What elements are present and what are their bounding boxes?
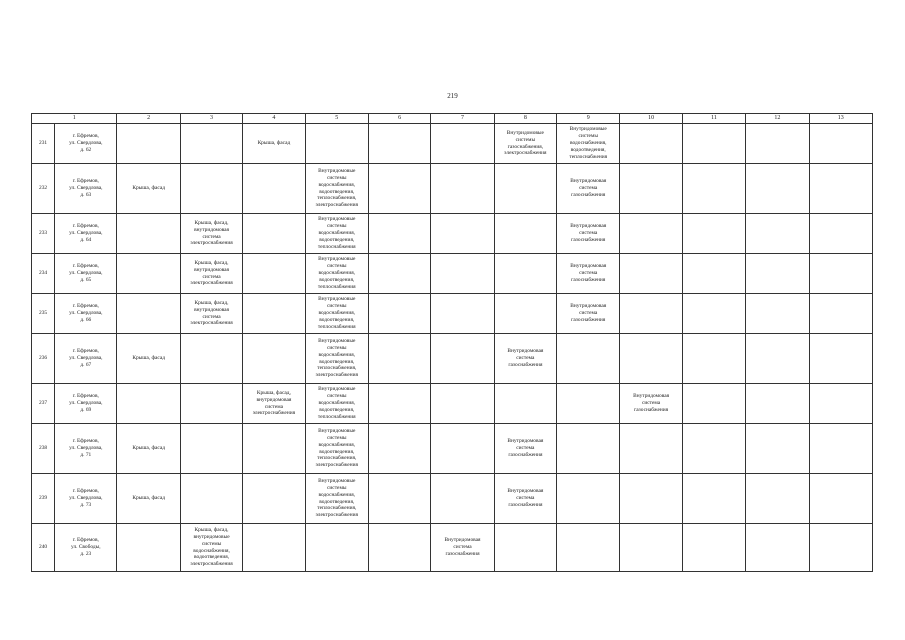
- work-cell-col-3: [180, 384, 242, 424]
- row-number: 234: [32, 254, 55, 294]
- work-cell-col-9: Внутридомовая система газоснабжения: [557, 294, 620, 334]
- work-cell-col-5: Внутридомовые системы водоснабжения, водоотведения, теплоснабжения, электроснабжения: [305, 424, 368, 474]
- column-header: 11: [682, 114, 745, 124]
- work-cell-col-7: [431, 124, 494, 164]
- work-cell-col-6: [368, 294, 430, 334]
- row-number: 239: [32, 474, 55, 524]
- row-number: 238: [32, 424, 55, 474]
- work-cell-col-13: [809, 334, 872, 384]
- row-number: 236: [32, 334, 55, 384]
- work-cell-col-8: [494, 524, 556, 572]
- work-cell-col-6: [368, 474, 430, 524]
- register-table: [31, 113, 873, 572]
- work-cell-col-7: [431, 164, 494, 214]
- work-cell-col-4: [243, 424, 305, 474]
- work-cell-col-3: [180, 334, 242, 384]
- work-cell-col-10: [620, 214, 682, 254]
- work-cell-col-11: [682, 474, 745, 524]
- row-number: 235: [32, 294, 55, 334]
- address-cell: г. Ефремов, ул. Свободы, д. 23: [55, 524, 117, 572]
- work-cell-col-2: [117, 124, 180, 164]
- row-number: 232: [32, 164, 55, 214]
- work-cell-col-3: Крыша, фасад, внутридомовая система электроснабжения: [180, 294, 242, 334]
- work-cell-col-11: [682, 524, 745, 572]
- work-cell-col-13: [809, 424, 872, 474]
- work-cell-col-2: [117, 524, 180, 572]
- work-cell-col-2: [117, 294, 180, 334]
- work-cell-col-9: Внутридомовые системы водоснабжения, водоотведения, теплоснабжения: [557, 124, 620, 164]
- work-cell-col-2: Крыша, фасад: [117, 334, 180, 384]
- work-cell-col-9: Внутридомовая система газоснабжения: [557, 164, 620, 214]
- work-cell-col-2: [117, 254, 180, 294]
- work-cell-col-4: [243, 254, 305, 294]
- work-cell-col-2: Крыша, фасад: [117, 474, 180, 524]
- work-cell-col-13: [809, 524, 872, 572]
- work-cell-col-12: [746, 334, 809, 384]
- work-cell-col-2: [117, 214, 180, 254]
- work-cell-col-4: [243, 164, 305, 214]
- address-cell: г. Ефремов, ул. Свердлова, д. 71: [55, 424, 117, 474]
- table-row: [32, 294, 873, 334]
- table-row: [32, 254, 873, 294]
- work-cell-col-4: [243, 334, 305, 384]
- work-cell-col-10: [620, 254, 682, 294]
- work-cell-col-9: [557, 384, 620, 424]
- work-cell-col-12: [746, 124, 809, 164]
- work-cell-col-6: [368, 164, 430, 214]
- table-row: [32, 214, 873, 254]
- column-header: 8: [494, 114, 556, 124]
- column-header: 12: [746, 114, 809, 124]
- work-cell-col-9: Внутридомовая система газоснабжения: [557, 254, 620, 294]
- table-row: [32, 124, 873, 164]
- row-number: 233: [32, 214, 55, 254]
- table-row: [32, 424, 873, 474]
- work-cell-col-6: [368, 524, 430, 572]
- work-cell-col-13: [809, 124, 872, 164]
- header-row: [32, 114, 873, 124]
- column-header: 3: [180, 114, 242, 124]
- work-cell-col-13: [809, 294, 872, 334]
- column-header: 6: [368, 114, 430, 124]
- work-cell-col-4: Крыша, фасад: [243, 124, 305, 164]
- work-cell-col-10: [620, 294, 682, 334]
- work-cell-col-4: [243, 294, 305, 334]
- work-cell-col-8: [494, 294, 556, 334]
- address-cell: г. Ефремов, ул. Свердлова, д. 64: [55, 214, 117, 254]
- work-cell-col-10: [620, 164, 682, 214]
- work-cell-col-13: [809, 254, 872, 294]
- work-cell-col-9: [557, 424, 620, 474]
- work-cell-col-10: [620, 424, 682, 474]
- address-cell: г. Ефремов, ул. Свердлова, д. 62: [55, 124, 117, 164]
- work-cell-col-12: [746, 294, 809, 334]
- work-cell-col-5: Внутридомовые системы водоснабжения, водоотведения, теплоснабжения: [305, 254, 368, 294]
- work-cell-col-3: [180, 424, 242, 474]
- column-header: 4: [243, 114, 305, 124]
- work-cell-col-3: Крыша, фасад, внутридомовая система электроснабжения: [180, 254, 242, 294]
- address-cell: г. Ефремов, ул. Свердлова, д. 65: [55, 254, 117, 294]
- work-cell-col-3: [180, 124, 242, 164]
- work-cell-col-6: [368, 214, 430, 254]
- work-cell-col-13: [809, 214, 872, 254]
- work-cell-col-12: [746, 524, 809, 572]
- work-cell-col-11: [682, 254, 745, 294]
- work-cell-col-10: [620, 124, 682, 164]
- work-cell-col-6: [368, 424, 430, 474]
- work-cell-col-12: [746, 214, 809, 254]
- work-cell-col-4: [243, 524, 305, 572]
- row-number: 237: [32, 384, 55, 424]
- work-cell-col-7: [431, 334, 494, 384]
- work-cell-col-3: Крыша, фасад, внутридомовые системы водоснабжения, водоотведения, электроснабжения: [180, 524, 242, 572]
- work-cell-col-6: [368, 334, 430, 384]
- work-cell-col-8: [494, 214, 556, 254]
- table-row: [32, 474, 873, 524]
- work-cell-col-12: [746, 424, 809, 474]
- work-cell-col-5: Внутридомовые системы водоснабжения, водоотведения, теплоснабжения, электроснабжения: [305, 334, 368, 384]
- table-row: [32, 164, 873, 214]
- work-cell-col-6: [368, 254, 430, 294]
- column-header: 1: [32, 114, 117, 124]
- work-cell-col-8: [494, 164, 556, 214]
- work-cell-col-2: [117, 384, 180, 424]
- work-cell-col-7: [431, 214, 494, 254]
- work-cell-col-11: [682, 214, 745, 254]
- address-cell: г. Ефремов, ул. Свердлова, д. 66: [55, 294, 117, 334]
- work-cell-col-8: Внутридомовая система газоснабжения: [494, 334, 556, 384]
- work-cell-col-12: [746, 384, 809, 424]
- work-cell-col-8: Внутридомовые системы газоснабжения, электроснабжения: [494, 124, 556, 164]
- work-cell-col-10: Внутридомовая система газоснабжения: [620, 384, 682, 424]
- work-cell-col-11: [682, 384, 745, 424]
- column-header: 7: [431, 114, 494, 124]
- table-row: [32, 334, 873, 384]
- work-cell-col-5: Внутридомовые системы водоснабжения, водоотведения, теплоснабжения: [305, 214, 368, 254]
- work-cell-col-5: Внутридомовые системы водоснабжения, водоотведения, теплоснабжения, электроснабжения: [305, 474, 368, 524]
- work-cell-col-6: [368, 384, 430, 424]
- work-cell-col-11: [682, 424, 745, 474]
- work-cell-col-9: Внутридомовая система газоснабжения: [557, 214, 620, 254]
- work-cell-col-9: [557, 334, 620, 384]
- work-cell-col-2: Крыша, фасад: [117, 424, 180, 474]
- work-cell-col-10: [620, 524, 682, 572]
- work-cell-col-2: Крыша, фасад: [117, 164, 180, 214]
- work-cell-col-13: [809, 384, 872, 424]
- work-cell-col-5: [305, 124, 368, 164]
- row-number: 231: [32, 124, 55, 164]
- address-cell: г. Ефремов, ул. Свердлова, д. 73: [55, 474, 117, 524]
- work-cell-col-13: [809, 164, 872, 214]
- work-cell-col-5: Внутридомовые системы водоснабжения, водоотведения, теплоснабжения: [305, 294, 368, 334]
- address-cell: г. Ефремов, ул. Свердлова, д. 69: [55, 384, 117, 424]
- work-cell-col-3: Крыша, фасад, внутридомовая система электроснабжения: [180, 214, 242, 254]
- work-cell-col-7: Внутридомовая система газоснабжения: [431, 524, 494, 572]
- work-cell-col-5: Внутридомовые системы водоснабжения, водоотведения, теплоснабжения, электроснабжения: [305, 164, 368, 214]
- work-cell-col-11: [682, 124, 745, 164]
- work-cell-col-9: [557, 474, 620, 524]
- address-cell: г. Ефремов, ул. Свердлова, д. 63: [55, 164, 117, 214]
- work-cell-col-4: Крыша, фасад, внутридомовая система электроснабжения: [243, 384, 305, 424]
- work-cell-col-7: [431, 424, 494, 474]
- work-cell-col-4: [243, 214, 305, 254]
- work-cell-col-8: Внутридомовая система газоснабжения: [494, 474, 556, 524]
- column-header: 2: [117, 114, 180, 124]
- work-cell-col-12: [746, 254, 809, 294]
- work-cell-col-4: [243, 474, 305, 524]
- work-cell-col-7: [431, 294, 494, 334]
- column-header: 5: [305, 114, 368, 124]
- column-header: 10: [620, 114, 682, 124]
- work-cell-col-7: [431, 474, 494, 524]
- work-cell-col-12: [746, 164, 809, 214]
- work-cell-col-11: [682, 334, 745, 384]
- work-cell-col-11: [682, 164, 745, 214]
- table-row: [32, 384, 873, 424]
- column-header: 13: [809, 114, 872, 124]
- work-cell-col-10: [620, 334, 682, 384]
- column-header: 9: [557, 114, 620, 124]
- page-number: 219: [447, 92, 458, 100]
- work-cell-col-8: [494, 384, 556, 424]
- work-cell-col-10: [620, 474, 682, 524]
- work-cell-col-12: [746, 474, 809, 524]
- work-cell-col-6: [368, 124, 430, 164]
- work-cell-col-8: [494, 254, 556, 294]
- work-cell-col-5: Внутридомовые системы водоснабжения, водоотведения, теплоснабжения: [305, 384, 368, 424]
- work-cell-col-13: [809, 474, 872, 524]
- table-body: [32, 124, 873, 572]
- work-cell-col-11: [682, 294, 745, 334]
- work-cell-col-7: [431, 384, 494, 424]
- work-cell-col-3: [180, 474, 242, 524]
- table-row: [32, 524, 873, 572]
- row-number: 240: [32, 524, 55, 572]
- address-cell: г. Ефремов, ул. Свердлова, д. 67: [55, 334, 117, 384]
- work-cell-col-3: [180, 164, 242, 214]
- work-cell-col-9: [557, 524, 620, 572]
- work-cell-col-5: [305, 524, 368, 572]
- work-cell-col-8: Внутридомовая система газоснабжения: [494, 424, 556, 474]
- work-cell-col-7: [431, 254, 494, 294]
